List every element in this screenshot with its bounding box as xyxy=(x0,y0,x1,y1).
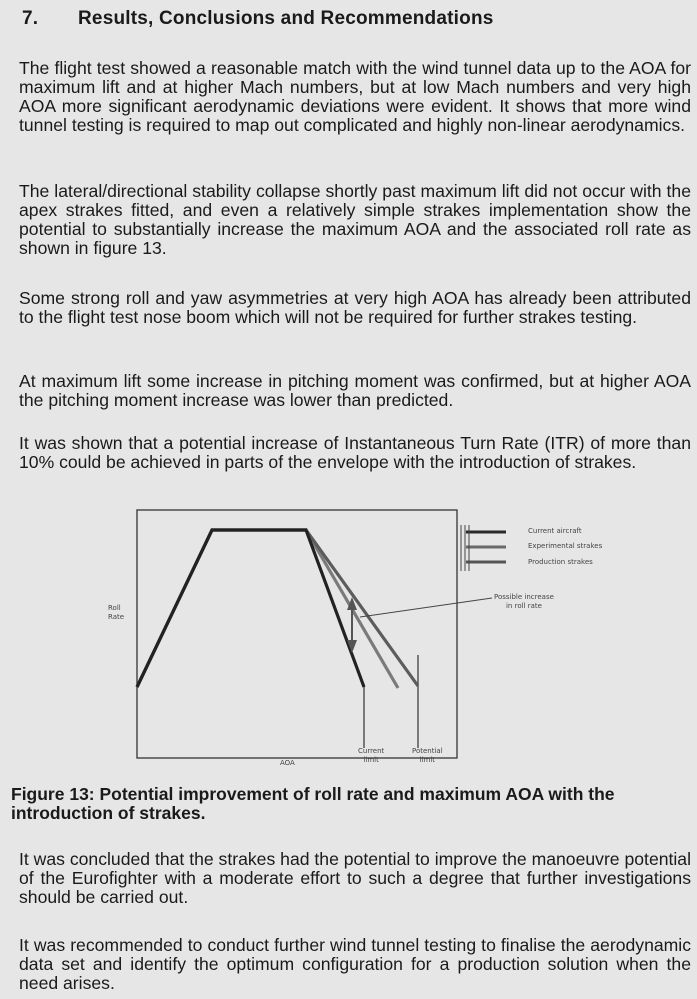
plot-frame xyxy=(137,510,457,758)
current-limit-label: Current limit xyxy=(358,747,385,764)
roll-rate-diagram xyxy=(96,500,636,772)
paragraph-flight-test: The flight test showed a reasonable match with the wind tunnel data up to the AOA for maximum lift and at higher Mach numbers, but at low Mach numbers and very high AOA more significant aerodynamic deviations were evident. It shows that more wind tunnel testing is required to map out complicated and highly non-linear aerodynamics. xyxy=(19,58,691,135)
figure-13 xyxy=(96,500,636,772)
paragraph-conclusion: It was concluded that the strakes had the potential to improve the manoeuvre potential of the Eurofighter with a moderate effort to such a degree that further investigations should be carried out. xyxy=(19,849,691,907)
paragraph-pitching-moment: At maximum lift some increase in pitching moment was confirmed, but at higher AOA the pitching moment increase was lower than predicted. xyxy=(19,371,691,410)
legend-label-experimental: Experimental strakes xyxy=(528,542,603,550)
x-axis-label: AOA xyxy=(280,759,295,767)
annotation-leader xyxy=(360,598,492,617)
current-aircraft-curve xyxy=(137,530,364,687)
legend-label-production: Production strakes xyxy=(528,558,593,566)
section-heading xyxy=(22,8,494,30)
potential-limit-label: Potential limit xyxy=(412,747,443,764)
paragraph-asymmetries: Some strong roll and yaw asymmetries at very high AOA has already been attributed to the flight test nose boom which will not be required for further strakes testing. xyxy=(19,288,691,327)
figure-caption: Figure 13: Potential improvement of roll rate and maximum AOA with the introduction of strakes. xyxy=(11,784,615,823)
annotation-possible-increase: Possible increase in roll rate xyxy=(494,593,554,610)
paragraph-recommendation: It was recommended to conduct further wind tunnel testing to finalise the aerodynamic data set and identify the optimum configuration for a production solution when the need arises. xyxy=(19,935,691,993)
paragraph-stability: The lateral/directional stability collapse shortly past maximum lift did not occur with the apex strakes fitted, and even a relatively simple strakes implementation show the potential to substantially increase the maximum AOA and the associated roll rate as shown in figure 13. xyxy=(19,181,691,258)
section-number: 7. xyxy=(22,8,39,29)
experimental-strakes-curve xyxy=(137,530,418,687)
section-title: Results, Conclusions and Recommendations xyxy=(78,8,494,29)
y-axis-label: Roll Rate xyxy=(108,604,125,621)
paragraph-itr: It was shown that a potential increase of Instantaneous Turn Rate (ITR) of more than 10% could be achieved in parts of the envelope with the introduction of strakes. xyxy=(19,433,691,472)
legend-label-current: Current aircraft xyxy=(528,527,582,535)
production-strakes-curve xyxy=(137,530,398,688)
